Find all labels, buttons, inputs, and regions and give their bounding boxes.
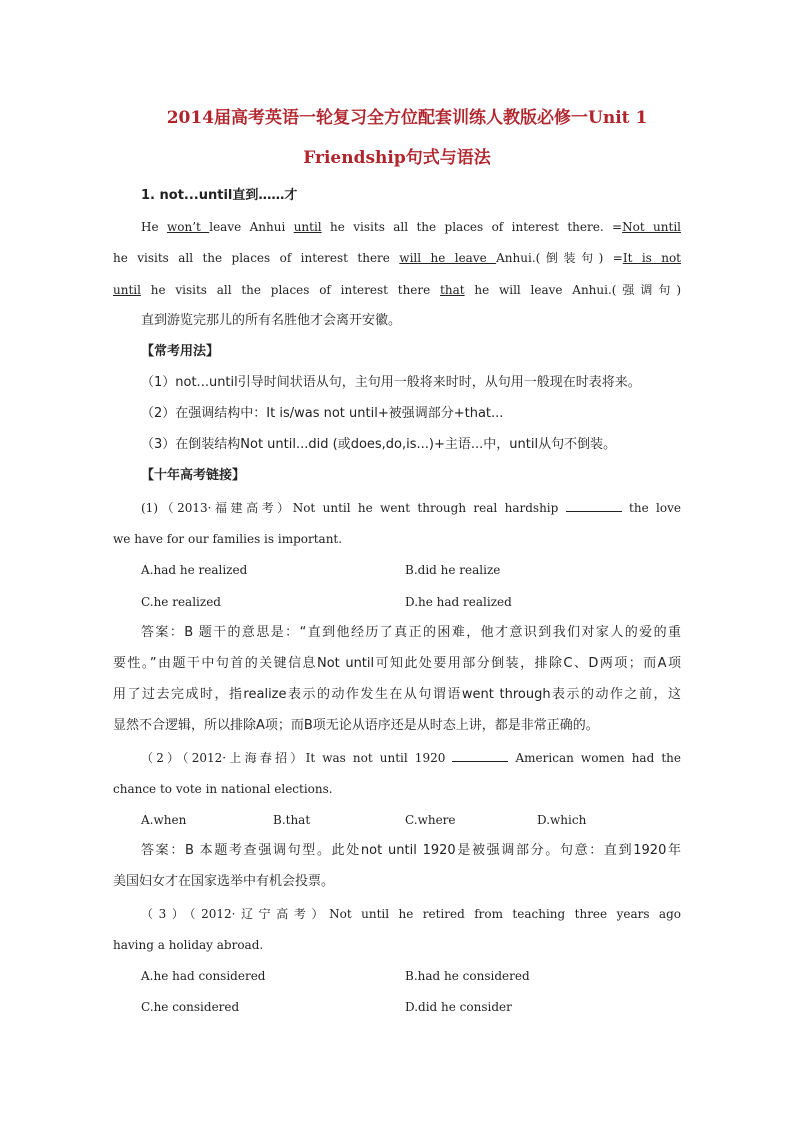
question-1-stem-cont: we have for our families is important. [113, 532, 343, 546]
section-heading: 1. not...until直到……才 [141, 188, 298, 203]
usage-item-1: （1）not...until引导时间状语从句，主句用一般将来时时，从句用一般现在时表将来。 [141, 375, 641, 390]
question-1-stem: (1)（2013·福建高考）Not until he went through real hardship the love [141, 501, 682, 515]
example-translation: 直到游览完那儿的所有名胜他才会离开安徽。 [141, 313, 402, 328]
question-1-answer-3: 用了过去完成时，指realize表示的动作发生在从句谓语went through表示的动作之前，这 [113, 687, 681, 702]
question-1-answer-2: 要性。”由题干中句首的关键信息Not until可知此处要用部分倒装，排除C、D两项；而A项 [113, 656, 681, 671]
usage-item-2: （2）在强调结构中：It is/was not until+被强调部分+that... [141, 406, 504, 421]
question-3-stem-cont: having a holiday abroad. [113, 938, 264, 952]
document-title-line2: Friendship句式与语法 [303, 148, 491, 168]
question-2-option-d: D.which [537, 813, 587, 827]
example-line-1: He won’t leave Anhui until he visits all the places of interest there. =Not until [141, 220, 681, 234]
question-2-stem: （2）（2012·上海春招）It was not until 1920 American women had the [141, 751, 681, 765]
usage-item-3: （3）在倒装结构Not until...did (或does,do,is...)+主语...中，until从句不倒装。 [141, 437, 617, 452]
document-title-line1: 2014届高考英语一轮复习全方位配套训练人教版必修一Unit 1 [166, 108, 648, 128]
question-1-answer-4: 显然不合逻辑，所以排除A项；而B项无论从语序还是从时态上讲，都是非常正确的。 [113, 718, 599, 733]
answer-blank [452, 751, 508, 762]
question-1-option-d: D.he had realized [405, 595, 512, 609]
example-line-3: until he visits all the places of interest there that he will leave Anhui.(强调句) [113, 283, 682, 297]
question-3-option-b: B.had he considered [405, 969, 530, 983]
question-2-stem-cont: chance to vote in national elections. [113, 782, 333, 796]
question-1-answer-1: 答案：B 题干的意思是：“直到他经历了真正的困难，他才意识到我们对家人的爱的重 [141, 625, 681, 640]
question-2-answer-1: 答案：B 本题考查强调句型。此处not until 1920是被强调部分。句意：直到1920年 [141, 843, 681, 858]
question-2-option-b: B.that [273, 813, 311, 827]
question-1-option-a: A.had he realized [141, 563, 248, 577]
usage-heading: 【常考用法】 [141, 344, 220, 359]
question-3-option-c: C.he considered [141, 1000, 240, 1014]
question-2-option-c: C.where [405, 813, 456, 827]
question-1-option-c: C.he realized [141, 595, 221, 609]
question-1-option-b: B.did he realize [405, 563, 501, 577]
links-heading: 【十年高考链接】 [141, 468, 246, 483]
answer-blank [566, 501, 622, 512]
question-3-stem: （3）（2012·辽宁高考）Not until he retired from teaching three years ago [141, 907, 681, 921]
question-2-answer-2: 美国妇女才在国家选举中有机会投票。 [113, 874, 335, 889]
question-3-option-d: D.did he consider [405, 1000, 512, 1014]
example-line-2: he visits all the places of interest there will he leave Anhui.(倒装句) =It is not [113, 251, 681, 265]
question-3-option-a: A.he had considered [141, 969, 266, 983]
question-2-option-a: A.when [141, 813, 187, 827]
